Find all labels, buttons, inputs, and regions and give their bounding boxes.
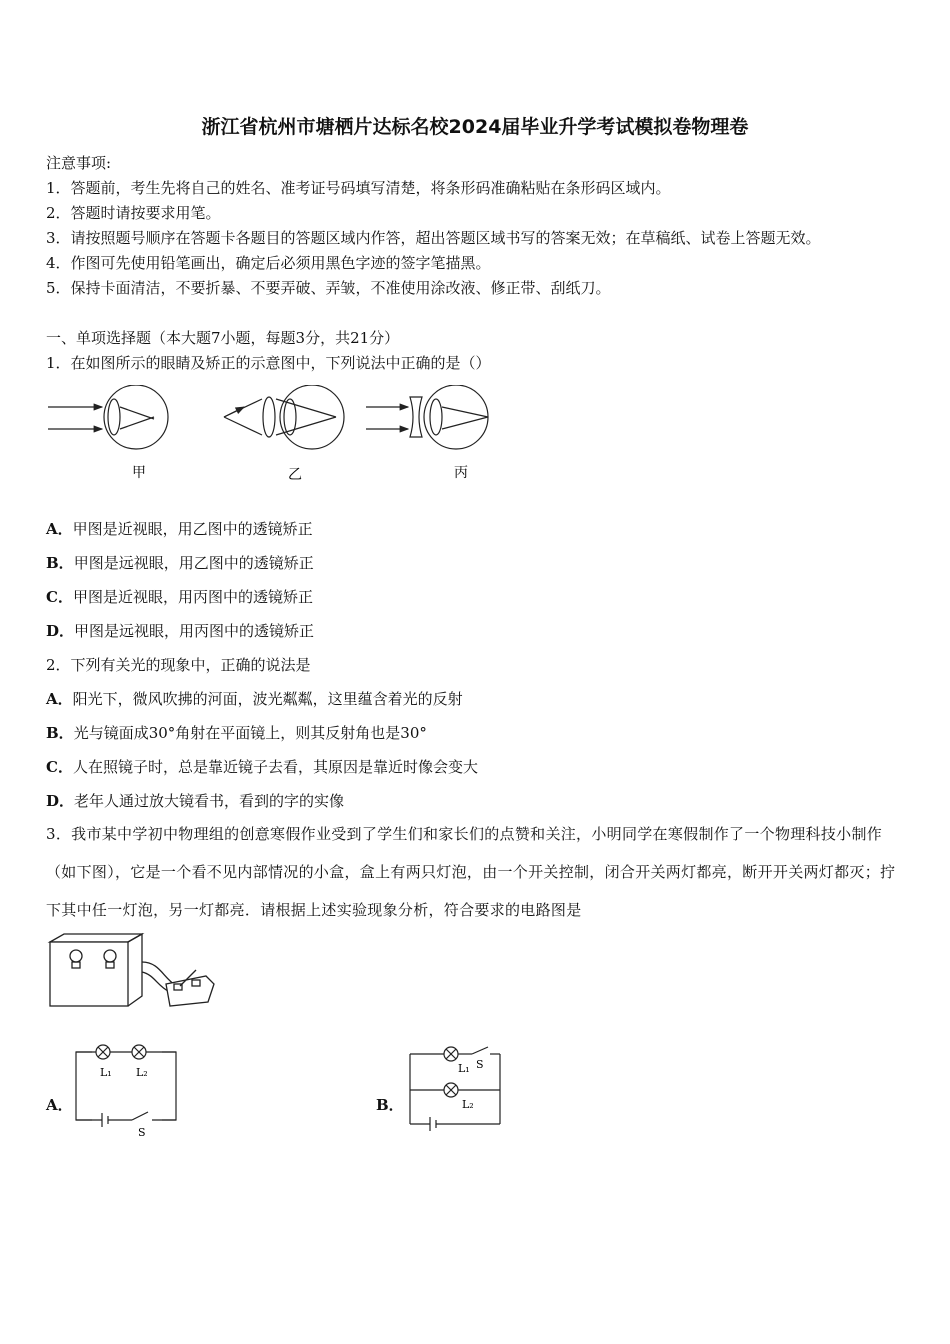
notice-item: 4．作图可先使用铅笔画出，确定后必须用黑色字迹的签字笔描黑。 [46, 254, 491, 272]
circuit-b-figure [404, 1042, 508, 1138]
q2-option-b: B．光与镜面成30°角射在平面镜上，则其反射角也是30° [46, 724, 427, 742]
switch-icon [472, 1047, 488, 1054]
q3-option-a-label: A． [46, 1096, 73, 1114]
fig-label-yi: 乙 [288, 467, 302, 483]
eye-diagrams-figure [44, 385, 504, 485]
switch-label: S [138, 1126, 146, 1138]
q1-option-d: D．甲图是远视眼，用丙图中的透镜矫正 [46, 622, 315, 640]
eye-diagram-bing [366, 385, 488, 449]
section-heading: 一、单项选择题（本大题7小题，每题3分，共21分） [46, 329, 400, 347]
q2-option-a: A．阳光下，微风吹拂的河面，波光粼粼，这里蕴含着光的反射 [46, 690, 463, 708]
lamp-l2-label: L₂ [136, 1066, 148, 1079]
notice-heading: 注意事项: [46, 154, 112, 172]
q1-option-a: A．甲图是近视眼，用乙图中的透镜矫正 [46, 520, 313, 538]
eye-diagram-yi [224, 385, 344, 449]
question-3-stem: 3．我市某中学初中物理组的创意寒假作业受到了学生们和家长们的点赞和关注，小明同学在寒假制作了一个物理科技小制作（如下图），它是一个看不见内部情况的小盒，盒上有两只灯泡，由一个开关控制，闭合开关两灯都亮，断开开关两灯都灭；拧下其中任一灯泡，另一灯都亮．请根据上述实验现象分析，符合要求的电路图是 [46, 825, 896, 919]
notice-item: 1．答题前，考生先将自己的姓名、准考证号码填写清楚，将条形码准确粘贴在条形码区域内。 [46, 179, 671, 197]
notice-item: 5．保持卡面清洁，不要折暴、不要弄破、弄皱，不准使用涂改液、修正带、刮纸刀。 [46, 279, 611, 297]
question-1-stem: 1．在如图所示的眼睛及矫正的示意图中，下列说法中正确的是（） [46, 354, 491, 372]
lamp-l1-label: L₁ [100, 1066, 112, 1079]
question-2-stem: 2．下列有关光的现象中，正确的说法是 [46, 656, 311, 674]
notice-item: 2．答题时请按要求用笔。 [46, 204, 221, 222]
q2-option-c: C．人在照镜子时，总是靠近镜子去看，其原因是靠近时像会变大 [46, 758, 478, 776]
switch-label: S [476, 1058, 484, 1071]
bulb-box-figure [46, 932, 216, 1012]
lamp-l2-label: L₂ [462, 1098, 474, 1111]
q1-option-c: C．甲图是近视眼，用丙图中的透镜矫正 [46, 588, 313, 606]
notice-item: 3．请按照题号顺序在答题卡各题目的答题区域内作答，超出答题区域书写的答案无效；在草稿纸、试卷上答题无效。 [46, 229, 821, 247]
fig-label-bing: 丙 [454, 465, 468, 481]
q1-option-b: B．甲图是远视眼，用乙图中的透镜矫正 [46, 554, 314, 572]
circuit-a-figure [72, 1042, 182, 1138]
fig-label-jia: 甲 [132, 465, 146, 481]
lamp-l1-label: L₁ [458, 1062, 470, 1075]
q3-option-b-label: B． [376, 1096, 404, 1114]
page-title: 浙江省杭州市塘栖片达标名校2024届毕业升学考试模拟卷物理卷 [201, 116, 749, 138]
eye-diagram-jia [48, 385, 168, 449]
q2-option-d: D．老年人通过放大镜看书，看到的字的实像 [46, 792, 345, 810]
